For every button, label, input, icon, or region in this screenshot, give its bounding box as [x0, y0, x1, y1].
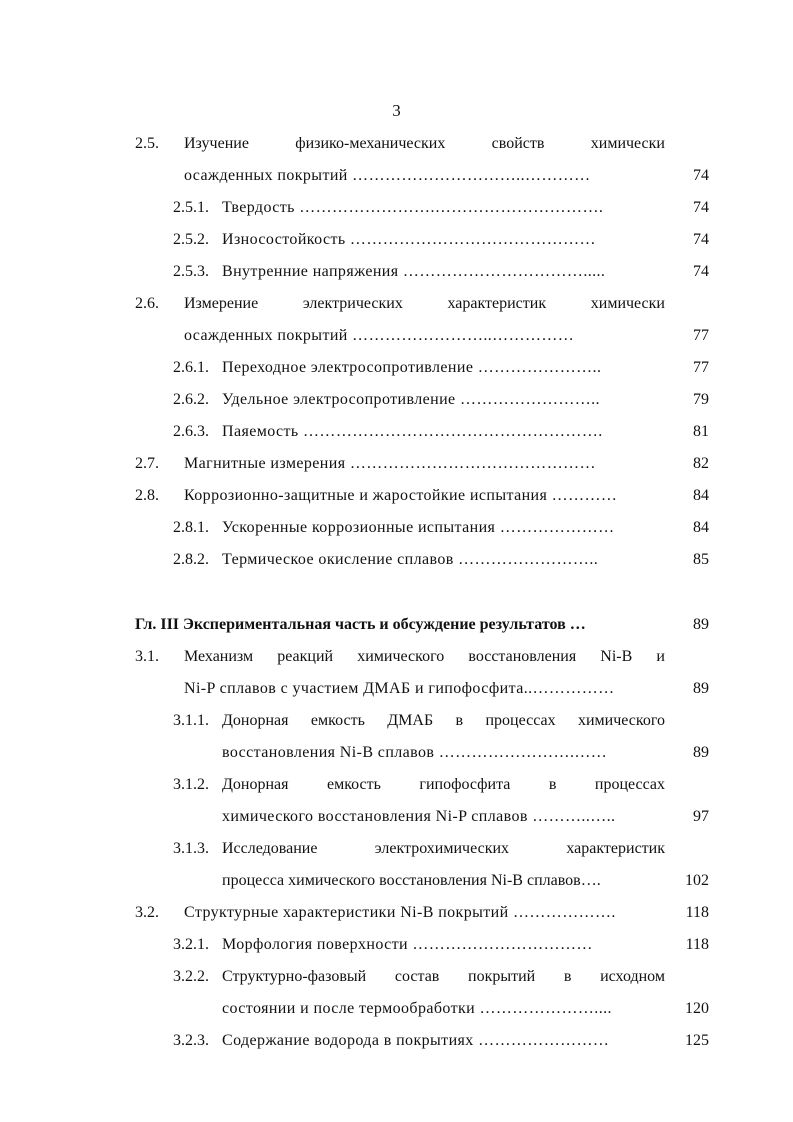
toc-page-number: 84 — [693, 487, 709, 504]
toc-number: 2.5.3. — [173, 263, 209, 280]
toc-page-number: 77 — [693, 327, 709, 344]
toc-number: 2.6.3. — [173, 423, 209, 440]
toc-number: 3.1.3. — [173, 840, 209, 857]
toc-number: 2.6. — [135, 295, 159, 312]
toc-page-number: 89 — [693, 744, 709, 761]
toc-title-line: Исследование электрохимических характеристик — [222, 840, 665, 857]
toc-number: 3.2.2. — [173, 968, 209, 985]
toc-title-line: Износостойкость ……………………………………… — [222, 231, 596, 248]
toc-page-number: 74 — [693, 263, 709, 280]
toc-title-line: химического восстановления Ni-P сплавов ………..….. — [222, 808, 616, 825]
toc-page-number: 79 — [693, 391, 709, 408]
toc-number: 3.2.3. — [173, 1032, 209, 1049]
toc-title-line: осажденных покрытий ……………………..…………… — [184, 327, 575, 344]
toc-page-number: 85 — [693, 551, 709, 568]
toc-page-number: 84 — [693, 519, 709, 536]
toc-number: 2.8. — [135, 487, 159, 504]
toc-page-number: 118 — [685, 936, 709, 953]
toc-title-line: Донорная емкость ДМАБ в процессах химического — [222, 712, 665, 729]
toc-number: 2.7. — [135, 455, 159, 472]
toc-title-line: Паяемость ………………………………………………. — [222, 423, 603, 440]
toc-number: 3.1.2. — [173, 776, 209, 793]
toc-page-number: 97 — [693, 808, 709, 825]
toc-title-line: Переходное электросопротивление ………………….. — [222, 359, 602, 376]
toc-title-line: Удельное электросопротивление …………………….. — [222, 391, 600, 408]
toc-title-line: Термическое окисление сплавов …………………….. — [222, 551, 599, 568]
toc-number: 3.2.1. — [173, 936, 209, 953]
toc-title-line: Твердость …………………….…………………………. — [222, 199, 604, 216]
page-number: 3 — [392, 101, 401, 120]
toc-number: 2.6.1. — [173, 359, 209, 376]
toc-title-line: Структурно-фазовый состав покрытий в исходном — [222, 968, 665, 985]
toc-number: 3.1. — [135, 648, 159, 665]
toc-number: 3.2. — [135, 904, 159, 921]
toc-page-number: 102 — [685, 872, 709, 889]
toc-title-line: Ускоренные коррозионные испытания ………………… — [222, 519, 615, 536]
toc-title-line: Морфология поверхности …………………………… — [222, 936, 593, 953]
toc-title-line: Коррозионно-защитные и жаростойкие испытания ………… — [184, 487, 618, 504]
chapter-title: Гл. III Экспериментальная часть и обсуждение результатов … — [135, 616, 586, 633]
toc-page-number: 74 — [693, 231, 709, 248]
toc-title-line: Ni-P сплавов с участием ДМАБ и гипофосфита..…………… — [184, 680, 615, 697]
toc-page-number: 77 — [693, 359, 709, 376]
toc-title-line: процесса химического восстановления Ni-B сплавов…. — [222, 872, 601, 889]
toc-number: 2.5.1. — [173, 199, 209, 216]
toc-number: 2.8.2. — [173, 551, 209, 568]
toc-title-line: Структурные характеристики Ni-B покрытий ………………. — [184, 904, 616, 921]
toc-title-line: Магнитные измерения ……………………………………… — [184, 455, 596, 472]
toc-number: 3.1.1. — [173, 712, 209, 729]
toc-title-line: Изучение физико-механических свойств химически — [184, 135, 665, 152]
toc-number: 2.6.2. — [173, 391, 209, 408]
toc-page-number: 125 — [685, 1032, 709, 1049]
toc-page-number: 74 — [693, 199, 709, 216]
toc-page-number: 74 — [693, 167, 709, 184]
toc-title-line: Механизм реакций химического восстановления Ni-B и — [184, 648, 665, 665]
toc-page-number: 120 — [685, 1000, 709, 1017]
toc-page-number: 89 — [693, 680, 709, 697]
toc-title-line: Донорная емкость гипофосфита в процессах — [222, 776, 665, 793]
toc-number: 2.8.1. — [173, 519, 209, 536]
toc-page-number: 118 — [685, 904, 709, 921]
toc-title-line: осажденных покрытий …………………………..………… — [184, 167, 591, 184]
toc-number: 2.5. — [135, 135, 159, 152]
toc-title-line: Измерение электрических характеристик химически — [184, 295, 665, 312]
toc-page-number: 89 — [693, 616, 709, 633]
toc-page-number: 82 — [693, 455, 709, 472]
toc-page-number: 81 — [693, 423, 709, 440]
toc-number: 2.5.2. — [173, 231, 209, 248]
toc-title-line: Внутренние напряжения ……………………………..... — [222, 263, 606, 280]
toc-title-line: Содержание водорода в покрытиях …………………… — [222, 1032, 610, 1049]
toc-title-line: восстановления Ni-B сплавов …………………….…… — [222, 744, 608, 761]
toc-title-line: состоянии и после термообработки ………………….... — [222, 1000, 612, 1017]
